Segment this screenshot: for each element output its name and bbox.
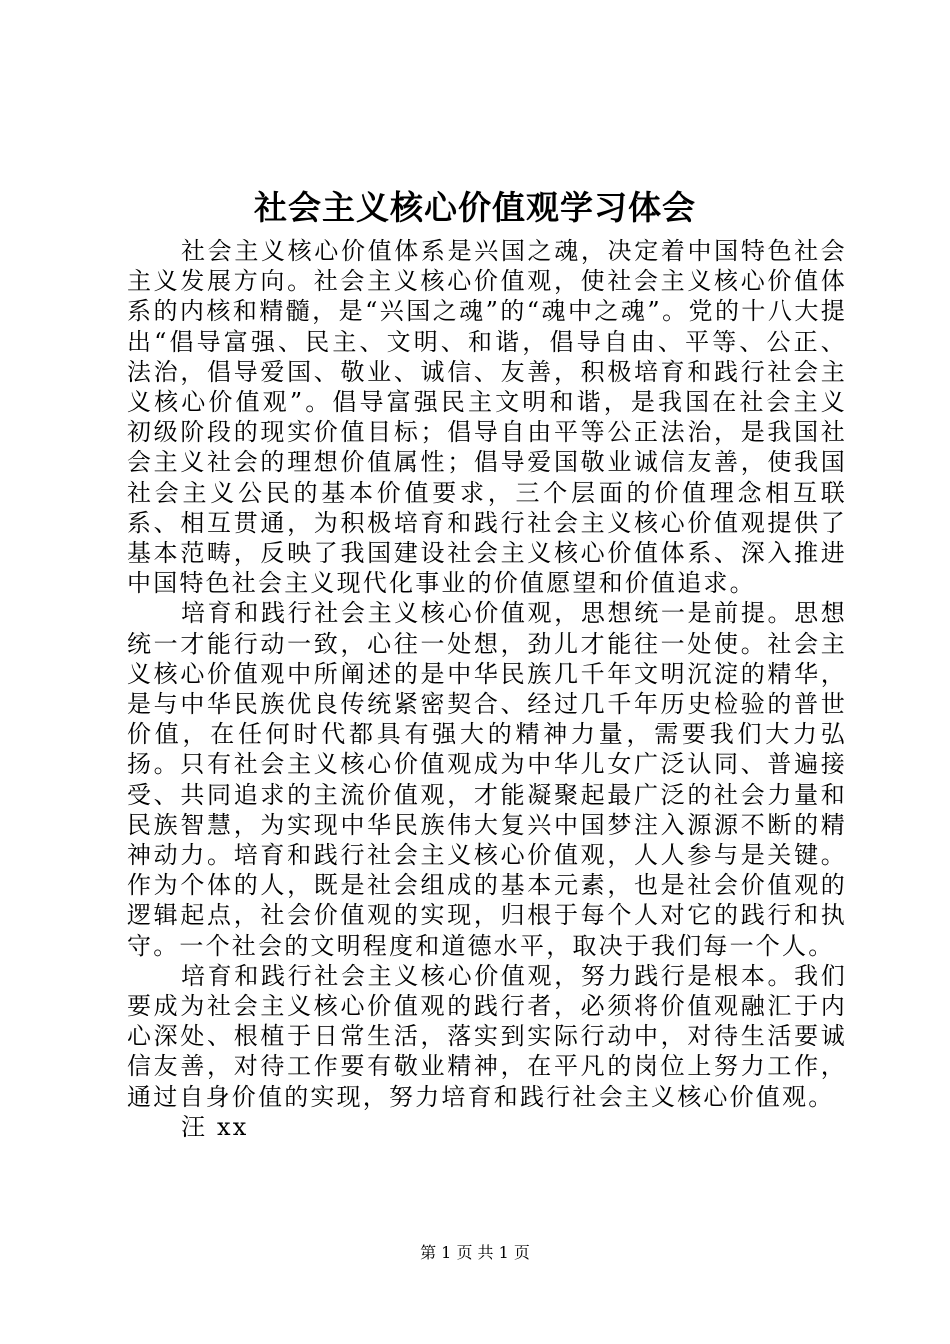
document-title: 社会主义核心价值观学习体会 xyxy=(254,188,696,227)
paragraph-2: 培育和践行社会主义核心价值观，思想统一是前提。思想统一才能行动一致，心往一处想，劲儿才能往一处使。社会主义核心价值观中所阐述的是中华民族几千年文明沉淀的精华，是与中华民族优良传统紧密契合、经过几千年历史检验的普世价值，在任何时代都具有强大的精神力量，需要我们大力弘扬。只有社会主义核心价值观成为中华儿女广泛认同、普遍接受、共同追求的主流价值观，才能凝聚起最广泛的社会力量和民族智慧，为实现中华民族伟大复兴中国梦注入源源不断的精神动力。培育和践行社会主义核心价值观，人人参与是关键。作为个体的人，既是社会组成的基本元素，也是社会价值观的逻辑起点，社会价值观的实现，归根于每个人对它的践行和执守。一个社会的文明程度和道德水平，取决于我们每一个人。 xyxy=(127,599,847,960)
author-signature: 汪 xx xyxy=(181,1112,249,1141)
page-footer: 第 1 页 共 1 页 xyxy=(420,1243,530,1262)
document-body xyxy=(127,236,847,1142)
paragraph-1: 社会主义核心价值体系是兴国之魂，决定着中国特色社会主义发展方向。社会主义核心价值观，使社会主义核心价值体系的内核和精髓，是“兴国之魂”的“魂中之魂”。党的十八大提出“倡导富强、民主、文明、和谐，倡导自由、平等、公正、法治，倡导爱国、敬业、诚信、友善，积极培育和践行社会主义核心价值观”。倡导富强民主文明和谐，是我国在社会主义初级阶段的现实价值目标；倡导自由平等公正法治，是我国社会主义社会的理想价值属性；倡导爱国敬业诚信友善，使我国社会主义公民的基本价值要求，三个层面的价值理念相互联系、相互贯通，为积极培育和践行社会主义核心价值观提供了基本范畴，反映了我国建设社会主义核心价值体系、深入推进中国特色社会主义现代化事业的价值愿望和价值追求。 xyxy=(127,237,847,598)
paragraph-3: 培育和践行社会主义核心价值观，努力践行是根本。我们要成为社会主义核心价值观的践行者，必须将价值观融汇于内心深处、根植于日常生活，落实到实际行动中，对待生活要诚信友善，对待工作要有敬业精神，在平凡的岗位上努力工作，通过自身价值的实现，努力培育和践行社会主义核心价值观。 xyxy=(127,961,847,1111)
